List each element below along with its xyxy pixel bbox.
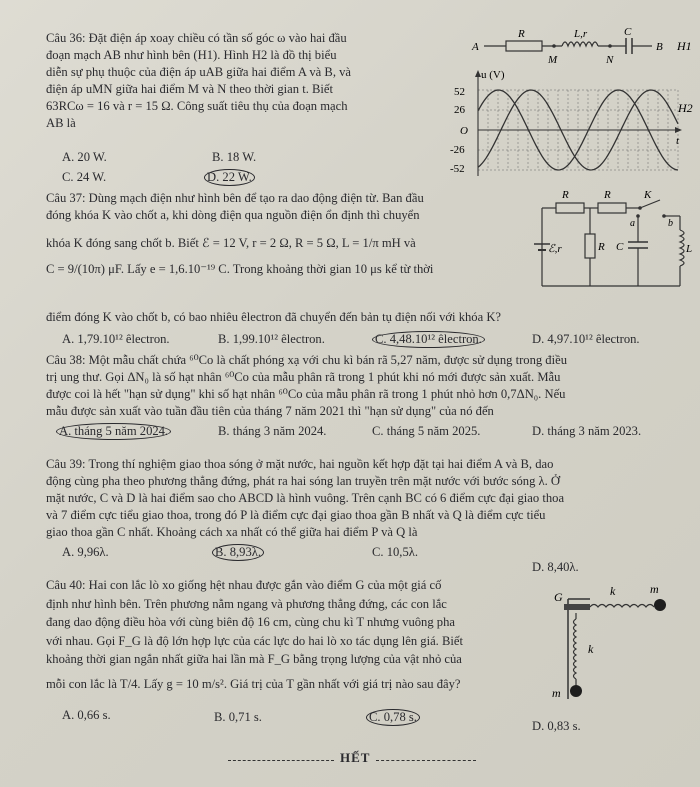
q36-line-5: 63RCω = 16 và r = 15 Ω. Công suất tiêu thụ của đoạn mạch	[46, 99, 348, 113]
q39-option-b: B. 8,93λ.	[212, 544, 264, 561]
q37-option-d: D. 4,97.10¹² êlectron.	[532, 332, 640, 346]
h2-tick-m52: -52	[450, 163, 465, 175]
h1-label-m: M	[548, 54, 558, 66]
q40-option-c: C. 0,78 s.	[366, 709, 420, 726]
q37-label-b: b	[668, 218, 673, 229]
q40-pendulum-figure	[550, 582, 695, 705]
q39-text	[46, 456, 696, 541]
q39-line-5: giao thoa gần C nhất. Khoảng cách xa nhất có thể giữa hai điểm P và Q là	[46, 525, 418, 539]
h1-label-lr: L,r	[574, 28, 588, 40]
q37-label-l: L	[686, 243, 693, 255]
q37-label-a: a	[630, 218, 635, 229]
q36-option-c: C. 24 W.	[62, 170, 107, 184]
q40-line-1: Câu 40: Hai con lắc lò xo giống hệt nhau được gắn vào điểm G của một giá cố	[46, 578, 442, 592]
h1-figure-label: H1	[677, 39, 692, 53]
q38-option-c: C. tháng 5 năm 2025.	[372, 424, 481, 438]
h1-label-n: N	[606, 54, 614, 66]
q39-option-d: D. 8,40λ.	[532, 560, 579, 574]
q39-line-2: động cùng pha theo phương thẳng đứng, phát ra hai sóng lan truyền trên mặt nước với bước sóng λ. Ở	[46, 474, 561, 488]
q40-label-k2: k	[588, 642, 594, 656]
q39-option-c: C. 10,5λ.	[372, 545, 418, 559]
q37-label-r2: R	[604, 189, 611, 201]
q37-text	[46, 190, 516, 282]
figure-h2-graph	[450, 68, 695, 180]
h2-yaxis-label: u (V)	[481, 69, 505, 81]
q40-line-3: đang dao động điều hòa với cùng biên độ 16 cm, cùng chu kì T nhưng vuông pha	[46, 615, 455, 629]
q40-option-b: B. 0,71 s.	[214, 710, 262, 724]
figure-h1-circuit	[470, 28, 695, 68]
q37-label-c: C	[616, 241, 624, 253]
q36-line-1: Câu 36: Đặt điện áp xoay chiều có tần số góc ω vào hai đầu	[46, 31, 347, 45]
q39-line-1: Câu 39: Trong thí nghiệm giao thoa sóng ở mặt nước, hai nguồn kết hợp đặt tại hai điểm A và B, dao	[46, 457, 554, 471]
q40-label-m1: m	[650, 582, 659, 596]
h2-tick-m26: -26	[450, 144, 465, 156]
h1-label-r: R	[518, 28, 525, 40]
q38-line-3: được coi là hết "hạn sử dụng" khi số hạt nhân ⁶⁰Co của mẫu phân rã trong 1 phút nhỏ hơn 0,7ΔN₀. Nếu	[46, 387, 566, 401]
q40-line-5: khoảng thời gian ngắn nhất giữa hai lần mà F_G bằng trọng lượng của vật nhỏ của	[46, 652, 462, 666]
q37-option-c: C. 4,48.10¹² êlectron.	[372, 331, 485, 348]
q37-line-3: khóa K đóng sang chốt b. Biết ℰ = 12 V, r = 2 Ω, R = 5 Ω, L = 1/π mH và	[46, 236, 416, 250]
q36-line-4: điện áp uMN giữa hai điểm M và N theo thời gian t. Biết	[46, 82, 333, 96]
q38-option-d: D. tháng 3 năm 2023.	[532, 424, 642, 438]
h2-tick-52: 52	[454, 86, 465, 98]
q36-option-d: D. 22 W.	[204, 169, 255, 186]
q36-line-2: đoạn mạch AB như hình bên (H1). Hình H2 là đồ thị biểu	[46, 48, 337, 62]
end-line-left	[228, 760, 334, 761]
q37-line-4: C = 9/(10π) μF. Lấy e = 1,6.10⁻¹⁹ C. Trong khoảng thời gian 10 μs kể từ thời	[46, 262, 434, 276]
q36-line-3: diễn sự phụ thuộc của điện áp uAB giữa hai điểm A và B, và	[46, 65, 351, 79]
q38-line-4: mẫu được sản xuất vào tuần đầu tiên của tháng 7 năm 2021 thì "hạn sử dụng" của nó đến	[46, 404, 494, 418]
q37-label-r1: R	[562, 189, 569, 201]
q36-line-6: AB là	[46, 116, 76, 130]
q37-option-a: A. 1,79.10¹² êlectron.	[62, 332, 170, 346]
q40-option-d: D. 0,83 s.	[532, 719, 581, 733]
q37-line-5: điểm đóng K vào chốt b, có bao nhiêu êlectron đã chuyển đến bản tụ điện nối với khóa K?	[46, 310, 502, 324]
q37-line-2: đóng khóa K vào chốt a, khi dòng điện qua nguồn điện ổn định thì chuyển	[46, 208, 420, 222]
q38-option-b: B. tháng 3 năm 2024.	[218, 424, 327, 438]
q38-line-1: Câu 38: Một mẫu chất chứa ⁶⁰Co là chất phóng xạ với chu kì bán rã 5,27 năm, được sử dụng trong điều	[46, 353, 567, 367]
q40-line-4: với nhau. Gọi F_G là độ lớn hợp lực của các lực do hai lò xo tác dụng lên giá. Biết	[46, 633, 463, 648]
q40-label-g: G	[554, 590, 563, 604]
h1-label-b: B	[656, 41, 663, 53]
q36-text	[46, 30, 436, 132]
q39-option-a: A. 9,96λ.	[62, 545, 109, 559]
q39-line-3: mặt nước, C và D là hai điểm sao cho ABCD là hình vuông. Trên cạnh BC có 6 điểm cực đại giao thoa	[46, 491, 565, 505]
h2-figure-label: H2	[678, 101, 693, 115]
q37-option-b: B. 1,99.10¹² êlectron.	[218, 332, 325, 346]
q40-label-m2: m	[552, 686, 561, 700]
q38-text	[46, 352, 696, 420]
q39-line-4: và 7 điểm cực tiểu giao thoa, trong đó P là điểm cực đại giao thoa gần B nhất và Q là điểm cực tiểu	[46, 508, 546, 522]
q36-option-b: B. 18 W.	[212, 150, 257, 164]
q40-text	[46, 576, 546, 693]
h2-origin: O	[460, 125, 468, 137]
q40-line-6: mỗi con lắc là T/4. Lấy g = 10 m/s². Giá trị của T gần nhất với giá trị nào sau đây?	[46, 676, 461, 691]
q37-circuit-figure	[520, 186, 695, 296]
q36-option-a: A. 20 W.	[62, 150, 107, 164]
end-label: HẾT	[340, 750, 371, 765]
q38-option-a: A. tháng 5 năm 2024.	[56, 423, 171, 440]
q40-line-2: định như hình bên. Trên phương nằm ngang và phương thẳng đứng, các con lắc	[46, 596, 447, 611]
q37-label-k: K	[644, 189, 652, 201]
q37-label-emf: ℰ,r	[548, 243, 562, 255]
q37-line-1: Câu 37: Dùng mạch điện như hình bên để tạo ra dao động điện từ. Ban đầu	[46, 191, 424, 205]
end-line-right	[376, 760, 476, 761]
h1-label-a: A	[472, 41, 479, 53]
q40-option-a: A. 0,66 s.	[62, 708, 111, 722]
h2-tick-26: 26	[454, 104, 465, 116]
h1-label-c: C	[624, 26, 632, 38]
q38-line-2: trị ung thư. Gọi ΔN₀ là số hạt nhân ⁶⁰Co của mẫu phân rã trong 1 phút khi nó mới được sản xuất. Mẫu	[46, 370, 561, 384]
q40-label-k1: k	[610, 584, 616, 598]
h2-taxis-label: t	[676, 135, 680, 147]
q37-label-r3: R	[598, 241, 605, 253]
